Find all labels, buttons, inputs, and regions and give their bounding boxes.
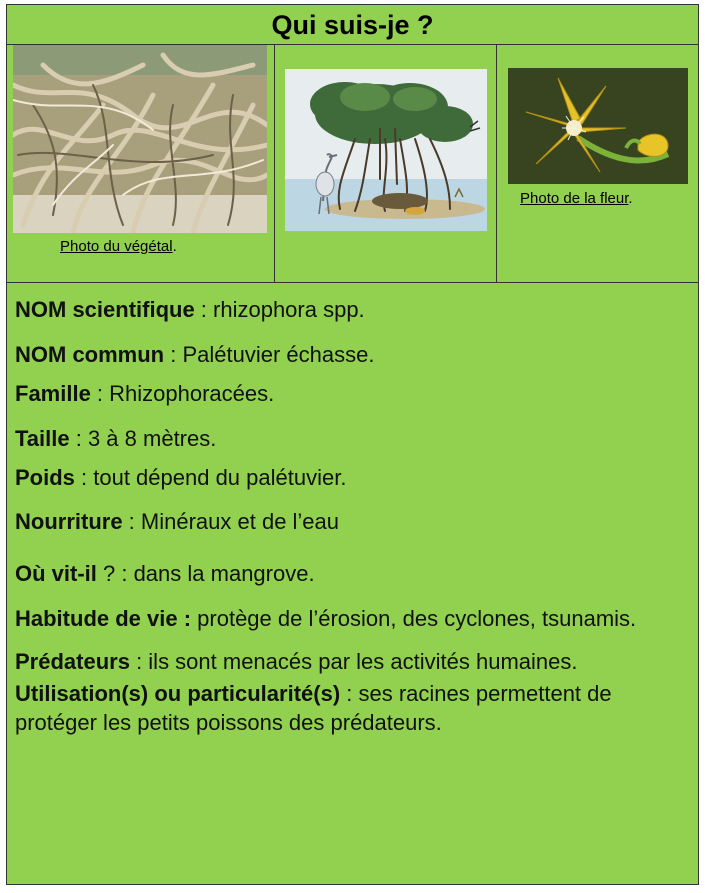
field-famille: Famille : Rhizophoracées. bbox=[15, 381, 275, 406]
flower-photo bbox=[508, 68, 688, 184]
vegetal-photo-link[interactable]: Photo du végétal bbox=[60, 238, 173, 255]
field-habitat: Où vit-il ? : dans la mangrove. bbox=[15, 561, 315, 586]
field-habitude-de-vie: Habitude de vie : protège de l’érosion, des cyclones, tsunamis. bbox=[15, 606, 637, 631]
photo-row bbox=[7, 45, 698, 283]
mangrove-illustration bbox=[285, 69, 487, 231]
field-predateurs: Prédateurs : ils sont menacés par les activités humaines. bbox=[15, 649, 578, 674]
fleur-photo-link[interactable]: Photo de la fleur bbox=[520, 190, 629, 207]
field-nom-scientifique: NOM scientifique : rhizophora spp. bbox=[15, 297, 365, 322]
field-nom-commun: NOM commun : Palétuvier échasse. bbox=[15, 342, 375, 367]
fleur-caption: Photo de la fleur. bbox=[520, 190, 633, 207]
field-taille: Taille : 3 à 8 mètres. bbox=[15, 426, 217, 451]
info-section bbox=[7, 283, 698, 737]
photo-cell-illustration bbox=[275, 45, 497, 282]
card-title: Qui suis-je ? bbox=[7, 5, 698, 45]
field-utilisation: Utilisation(s) ou particularité(s) : ses racines permettent de protéger les petits poissons des prédateurs. bbox=[15, 681, 612, 735]
species-card bbox=[6, 4, 699, 885]
field-nourriture: Nourriture : Minéraux et de l’eau bbox=[15, 509, 340, 534]
photo-cell-vegetal bbox=[7, 45, 275, 282]
vegetal-caption: Photo du végétal. bbox=[60, 238, 177, 255]
photo-cell-fleur bbox=[497, 45, 698, 282]
field-poids: Poids : tout dépend du palétuvier. bbox=[15, 465, 347, 490]
mangrove-roots-photo bbox=[13, 45, 267, 233]
